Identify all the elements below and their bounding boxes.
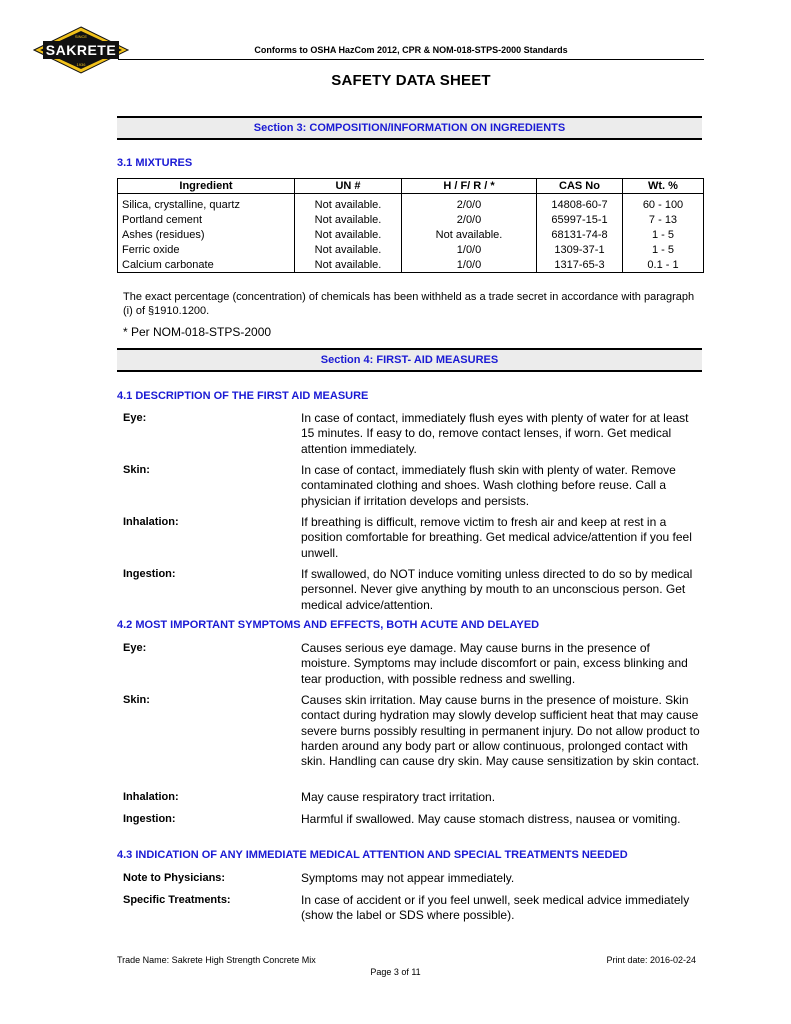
field-label: Specific Treatments: <box>123 894 231 906</box>
section-3-header: Section 3: COMPOSITION/INFORMATION ON INGREDIENTS <box>117 116 702 140</box>
un-cell: Not available. <box>295 197 402 212</box>
sakrete-logo <box>33 26 129 74</box>
logo-since: SINCE <box>74 34 88 39</box>
table-row <box>118 227 704 242</box>
ingredient-cell: Calcium carbonate <box>118 257 295 273</box>
field-label: Note to Physicians: <box>123 872 226 884</box>
table-row <box>118 242 704 257</box>
un-cell: Not available. <box>295 242 402 257</box>
field-value: Symptoms may not appear immediately. <box>301 871 515 885</box>
nom-footnote: * Per NOM-018-STPS-2000 <box>123 325 272 339</box>
wt-cell: 1 - 5 <box>623 242 704 257</box>
table-row <box>118 257 704 273</box>
wt-cell: 60 - 100 <box>623 197 704 212</box>
footer-print-date: Print date: 2016-02-24 <box>606 955 696 965</box>
ingredient-cell: Portland cement <box>118 212 295 227</box>
conformance-line: Conforms to OSHA HazCom 2012, CPR & NOM-018-STPS-2000 Standards <box>254 45 568 55</box>
cas-cell: 1317-65-3 <box>537 257 623 273</box>
cas-cell: 68131-74-8 <box>537 227 623 242</box>
field-label: Inhalation: <box>123 791 179 803</box>
field-value: If swallowed, do NOT induce vomiting unless directed to do so by medical personnel. Never give anything by mouth to an unconscious person. Get medical advice/attention. <box>301 567 693 612</box>
document-title: SAFETY DATA SHEET <box>331 72 491 89</box>
table-row <box>118 212 704 227</box>
hfr-cell: 1/0/0 <box>402 242 537 257</box>
table-header-row <box>118 179 704 194</box>
hfr-cell: 2/0/0 <box>402 197 537 212</box>
field-value: Causes skin irritation. May cause burns in the presence of moisture. Skin contact during hydration may slowly develop sufficient heat that may cause severe burns possibly resulting in permanent injury. Do not allow product to harden around any body part or allow continuous, prolonged contact with skin. Handling can cause dry skin. May cause sensitization by skin contact. <box>301 693 700 769</box>
logo-year: 1936 <box>76 62 86 67</box>
column-header: UN # <box>295 179 402 194</box>
column-header: H / F/ R / * <box>402 179 537 194</box>
un-cell: Not available. <box>295 227 402 242</box>
field-label: Ingestion: <box>123 568 176 580</box>
field-value: If breathing is difficult, remove victim to fresh air and keep at rest in a position comfortable for breathing. Get medical advice/attention if you feel unwell. <box>301 515 692 560</box>
field-value: In case of accident or if you feel unwell, seek medical advice immediately (show the label or SDS where possible). <box>301 893 690 923</box>
field-label: Eye: <box>123 642 147 654</box>
field-value: In case of contact, immediately flush eyes with plenty of water for at least 15 minutes. If easy to do, remove contact lenses, if worn. Get medical attention immediately. <box>301 411 689 456</box>
footer-trade-name: Trade Name: Sakrete High Strength Concrete Mix <box>117 955 316 965</box>
table-row <box>118 197 704 212</box>
field-value: In case of contact, immediately flush skin with plenty of water. Remove contaminated clothing and shoes. Wash clothing before reuse. Call a physician if irritation develops and persists. <box>301 463 676 508</box>
field-label: Skin: <box>123 464 150 476</box>
hfr-cell: 1/0/0 <box>402 257 537 273</box>
cas-cell: 14808-60-7 <box>537 197 623 212</box>
first-aid-description-heading: 4.1 DESCRIPTION OF THE FIRST AID MEASURE <box>117 390 369 402</box>
field-label: Eye: <box>123 412 147 424</box>
field-label: Ingestion: <box>123 813 176 825</box>
wt-cell: 0.1 - 1 <box>623 257 704 273</box>
field-value: Harmful if swallowed. May cause stomach distress, nausea or vomiting. <box>301 812 681 826</box>
field-value: May cause respiratory tract irritation. <box>301 790 496 804</box>
cas-cell: 1309-37-1 <box>537 242 623 257</box>
ingredient-cell: Ferric oxide <box>118 242 295 257</box>
ingredient-cell: Ashes (residues) <box>118 227 295 242</box>
hfr-cell: 2/0/0 <box>402 212 537 227</box>
trade-secret-note: The exact percentage (concentration) of chemicals has been withheld as a trade secret in accordance with paragraph (i) of §1910.1200. <box>123 291 695 317</box>
column-header: Ingredient <box>118 179 295 194</box>
field-value: Causes serious eye damage. May cause burns in the presence of moisture. Symptoms may include discomfort or pain, excess blinking and tear production, with possible redness and swelling. <box>301 641 688 686</box>
sakrete-logo-icon <box>33 26 129 74</box>
section-4-header: Section 4: FIRST- AID MEASURES <box>117 348 702 372</box>
column-header: Wt. % <box>623 179 704 194</box>
cas-cell: 65997-15-1 <box>537 212 623 227</box>
field-label: Inhalation: <box>123 516 179 528</box>
mixtures-heading: 3.1 MIXTURES <box>117 157 193 169</box>
header-divider <box>118 59 704 60</box>
symptoms-heading: 4.2 MOST IMPORTANT SYMPTOMS AND EFFECTS, BOTH ACUTE AND DELAYED <box>117 619 540 631</box>
field-label: Skin: <box>123 694 150 706</box>
ingredients-table <box>117 178 704 273</box>
logo-brand: SAKRETE <box>45 42 117 58</box>
un-cell: Not available. <box>295 212 402 227</box>
footer-page-number: Page 3 of 11 <box>370 967 421 977</box>
un-cell: Not available. <box>295 257 402 273</box>
column-header: CAS No <box>537 179 623 194</box>
wt-cell: 7 - 13 <box>623 212 704 227</box>
medical-attention-heading: 4.3 INDICATION OF ANY IMMEDIATE MEDICAL ATTENTION AND SPECIAL TREATMENTS NEEDED <box>117 849 628 861</box>
hfr-cell: Not available. <box>402 227 537 242</box>
wt-cell: 1 - 5 <box>623 227 704 242</box>
ingredient-cell: Silica, crystalline, quartz <box>118 197 295 212</box>
